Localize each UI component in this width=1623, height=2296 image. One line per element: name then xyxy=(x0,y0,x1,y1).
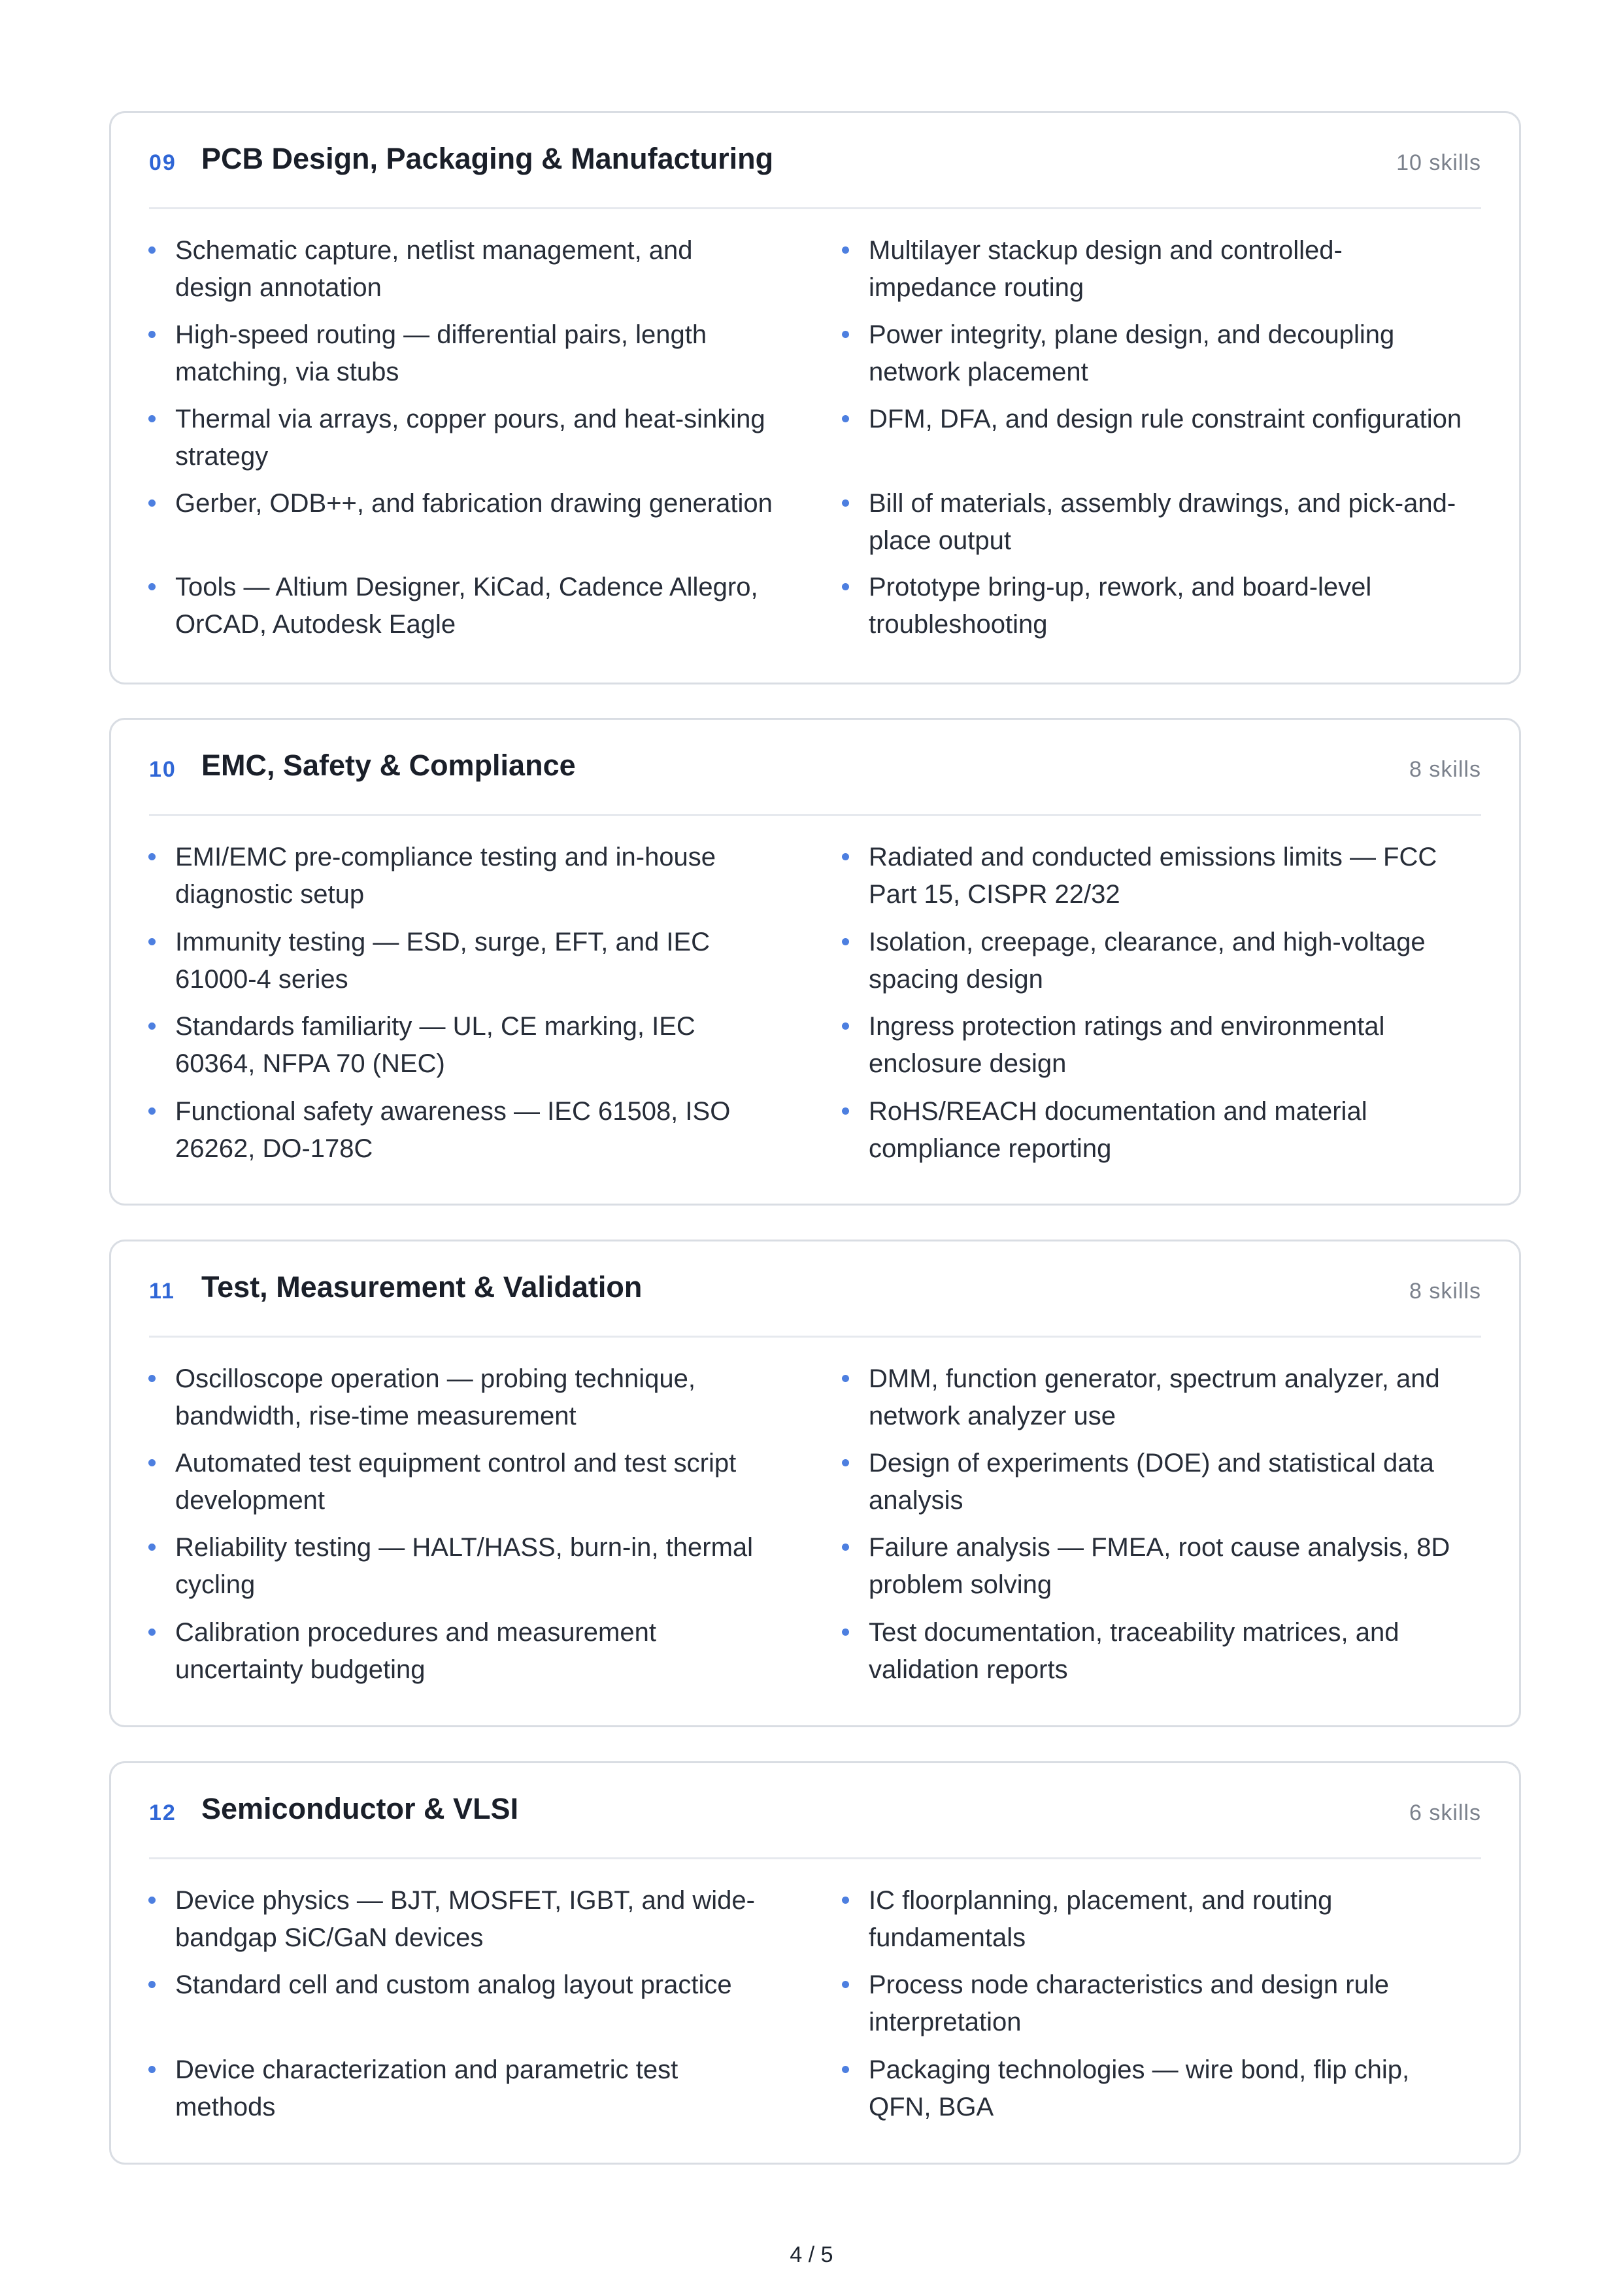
skill-item: Device characterization and parametric test methods xyxy=(147,2051,775,2126)
bullet-icon xyxy=(148,853,156,860)
skill-item: Device physics — BJT, MOSFET, IGBT, and wide-bandgap SiC/GaN devices xyxy=(147,1882,775,1957)
skill-item: IC floorplanning, placement, and routing fundamentals xyxy=(841,1882,1468,1957)
bullet-icon xyxy=(148,246,156,254)
section-number: 12 xyxy=(149,1800,176,1825)
bullet-icon xyxy=(842,1459,849,1466)
bullet-icon xyxy=(148,1544,156,1551)
section-number: 10 xyxy=(149,757,176,782)
bullet-icon xyxy=(842,1375,849,1382)
skill-item: Bill of materials, assembly drawings, and pick-and-place output xyxy=(841,485,1468,560)
section-title: EMC, Safety & Compliance xyxy=(201,749,576,782)
section-number: 09 xyxy=(149,150,176,175)
skill-item: DMM, function generator, spectrum analyzer, and network analyzer use xyxy=(841,1360,1468,1435)
skill-section-pcb xyxy=(109,111,1521,684)
bullet-icon xyxy=(148,499,156,507)
bullet-icon xyxy=(148,1459,156,1466)
bullet-icon xyxy=(148,938,156,945)
section-title: Semiconductor & VLSI xyxy=(201,1792,519,1825)
bullet-icon xyxy=(148,583,156,590)
bullet-icon xyxy=(148,1629,156,1636)
skill-item: Test documentation, traceability matrices, and validation reports xyxy=(841,1614,1468,1689)
bullet-icon xyxy=(842,938,849,945)
skill-item: Design of experiments (DOE) and statistical data analysis xyxy=(841,1445,1468,1519)
skill-item: Failure analysis — FMEA, root cause analysis, 8D problem solving xyxy=(841,1529,1468,1604)
skill-item: Thermal via arrays, copper pours, and heat-sinking strategy xyxy=(147,401,775,475)
skill-count: 8 skills xyxy=(1409,757,1481,782)
section-number: 11 xyxy=(149,1279,175,1304)
skill-item: Packaging technologies — wire bond, flip chip, QFN, BGA xyxy=(841,2051,1468,2126)
skill-item: Immunity testing — ESD, surge, EFT, and IEC 61000-4 series xyxy=(147,924,775,998)
section-header xyxy=(149,1763,1481,1859)
skill-item: Standards familiarity — UL, CE marking, IEC 60364, NFPA 70 (NEC) xyxy=(147,1008,775,1083)
skill-item: Radiated and conducted emissions limits — FCC Part 15, CISPR 22/32 xyxy=(841,839,1468,913)
bullet-icon xyxy=(842,853,849,860)
skill-section-test xyxy=(109,1240,1521,1727)
bullet-icon xyxy=(842,1022,849,1030)
bullet-icon xyxy=(842,415,849,422)
bullet-icon xyxy=(148,2066,156,2073)
skill-item: Isolation, creepage, clearance, and high-voltage spacing design xyxy=(841,924,1468,998)
skill-item: Power integrity, plane design, and decoupling network placement xyxy=(841,316,1468,391)
skill-item: Multilayer stackup design and controlled-impedance routing xyxy=(841,232,1468,307)
skill-section-semiconductor xyxy=(109,1761,1521,2165)
bullet-icon xyxy=(842,331,849,338)
skill-count: 10 skills xyxy=(1396,150,1481,175)
bullet-icon xyxy=(148,415,156,422)
bullet-icon xyxy=(148,1897,156,1904)
skill-item: Tools — Altium Designer, KiCad, Cadence Allegro, OrCAD, Autodesk Eagle xyxy=(147,569,775,643)
skill-item: Standard cell and custom analog layout practice xyxy=(147,1967,775,2004)
skill-item: High-speed routing — differential pairs, length matching, via stubs xyxy=(147,316,775,391)
section-header xyxy=(149,720,1481,816)
bullet-icon xyxy=(842,1544,849,1551)
skill-item: RoHS/REACH documentation and material compliance reporting xyxy=(841,1093,1468,1168)
section-title: PCB Design, Packaging & Manufacturing xyxy=(201,142,774,175)
bullet-icon xyxy=(148,1981,156,1988)
skill-item: Oscilloscope operation — probing technique, bandwidth, rise-time measurement xyxy=(147,1360,775,1435)
skill-item: Ingress protection ratings and environmental enclosure design xyxy=(841,1008,1468,1083)
skill-item: Process node characteristics and design rule interpretation xyxy=(841,1967,1468,2041)
skill-item: Functional safety awareness — IEC 61508, ISO 26262, DO-178C xyxy=(147,1093,775,1168)
skill-item: Prototype bring-up, rework, and board-level troubleshooting xyxy=(841,569,1468,643)
bullet-icon xyxy=(842,1981,849,1988)
skill-count: 6 skills xyxy=(1409,1800,1481,1825)
bullet-icon xyxy=(842,583,849,590)
bullet-icon xyxy=(842,1107,849,1115)
section-header xyxy=(149,113,1481,209)
section-title: Test, Measurement & Validation xyxy=(201,1270,643,1304)
skill-count: 8 skills xyxy=(1409,1279,1481,1304)
bullet-icon xyxy=(842,1629,849,1636)
bullet-icon xyxy=(148,1375,156,1382)
bullet-icon xyxy=(148,1022,156,1030)
skill-item: Gerber, ODB++, and fabrication drawing generation xyxy=(147,485,775,522)
bullet-icon xyxy=(148,331,156,338)
skill-item: Calibration procedures and measurement uncertainty budgeting xyxy=(147,1614,775,1689)
skill-section-emc xyxy=(109,718,1521,1206)
skill-item: Reliability testing — HALT/HASS, burn-in, thermal cycling xyxy=(147,1529,775,1604)
bullet-icon xyxy=(842,1897,849,1904)
page-number: 4 / 5 xyxy=(790,2242,833,2267)
skill-item: EMI/EMC pre-compliance testing and in-house diagnostic setup xyxy=(147,839,775,913)
bullet-icon xyxy=(842,499,849,507)
skill-item: DFM, DFA, and design rule constraint configuration xyxy=(841,401,1468,438)
section-header xyxy=(149,1241,1481,1338)
bullet-icon xyxy=(842,246,849,254)
bullet-icon xyxy=(148,1107,156,1115)
skill-item: Automated test equipment control and test script development xyxy=(147,1445,775,1519)
skill-item: Schematic capture, netlist management, and design annotation xyxy=(147,232,775,307)
bullet-icon xyxy=(842,2066,849,2073)
